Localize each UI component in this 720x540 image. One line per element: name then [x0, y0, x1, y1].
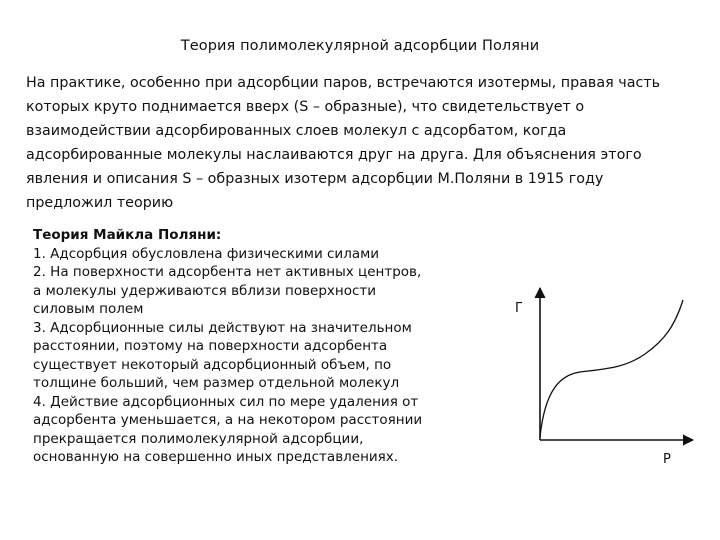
intro-line: предложил теорию — [26, 195, 174, 211]
intro-line: явления и описания S – образных изотерм адсорбции М.Поляни в 1915 году — [26, 171, 604, 187]
y-axis-label: Г — [515, 301, 523, 316]
isotherm-curve — [540, 300, 683, 437]
theory-line: толщине больший, чем размер отдельной молекул — [33, 375, 400, 391]
page-title: Теория полимолекулярной адсорбции Поляни — [180, 38, 540, 54]
intro-line: которых круто поднимается вверх (S – образные), что свидетельствует о — [26, 99, 585, 115]
theory-line: 4. Действие адсорбционных сил по мере удаления от — [33, 393, 419, 410]
theory-line: 2. На поверхности адсорбента нет активных центров, — [33, 264, 422, 280]
theory-heading: Теория Майкла Поляни: — [33, 227, 222, 243]
theory-line: а молекулы удерживаются вблизи поверхности — [33, 282, 377, 299]
intro-paragraph — [26, 71, 706, 215]
theory-line: 3. Адсорбционные силы действуют на значительном — [33, 319, 412, 336]
theory-line: силовым полем — [33, 301, 144, 317]
theory-line: существует некоторый адсорбционный объем, по — [33, 356, 392, 373]
theory-line: основанную на совершенно иных представлениях. — [33, 449, 399, 465]
isotherm-graph — [505, 280, 705, 470]
theory-line: расстоянии, поэтому на поверхности адсорбента — [33, 338, 388, 354]
theory-line: адсорбента уменьшается, а на некотором расстоянии — [33, 412, 423, 428]
theory-list — [33, 226, 453, 467]
x-axis-label: Р — [663, 452, 671, 467]
intro-line: взаимодействии адсорбированных слоев молекул с адсорбатом, когда — [26, 123, 567, 139]
theory-line: 1. Адсорбция обусловлена физическими силами — [33, 245, 380, 262]
theory-line: прекращается полимолекулярной адсорбции, — [33, 430, 364, 447]
intro-line: На практике, особенно при адсорбции паров, встречаются изотермы, правая часть — [26, 75, 661, 91]
intro-line: адсорбированные молекулы наслаиваются друг на друга. Для объяснения этого — [26, 147, 642, 163]
